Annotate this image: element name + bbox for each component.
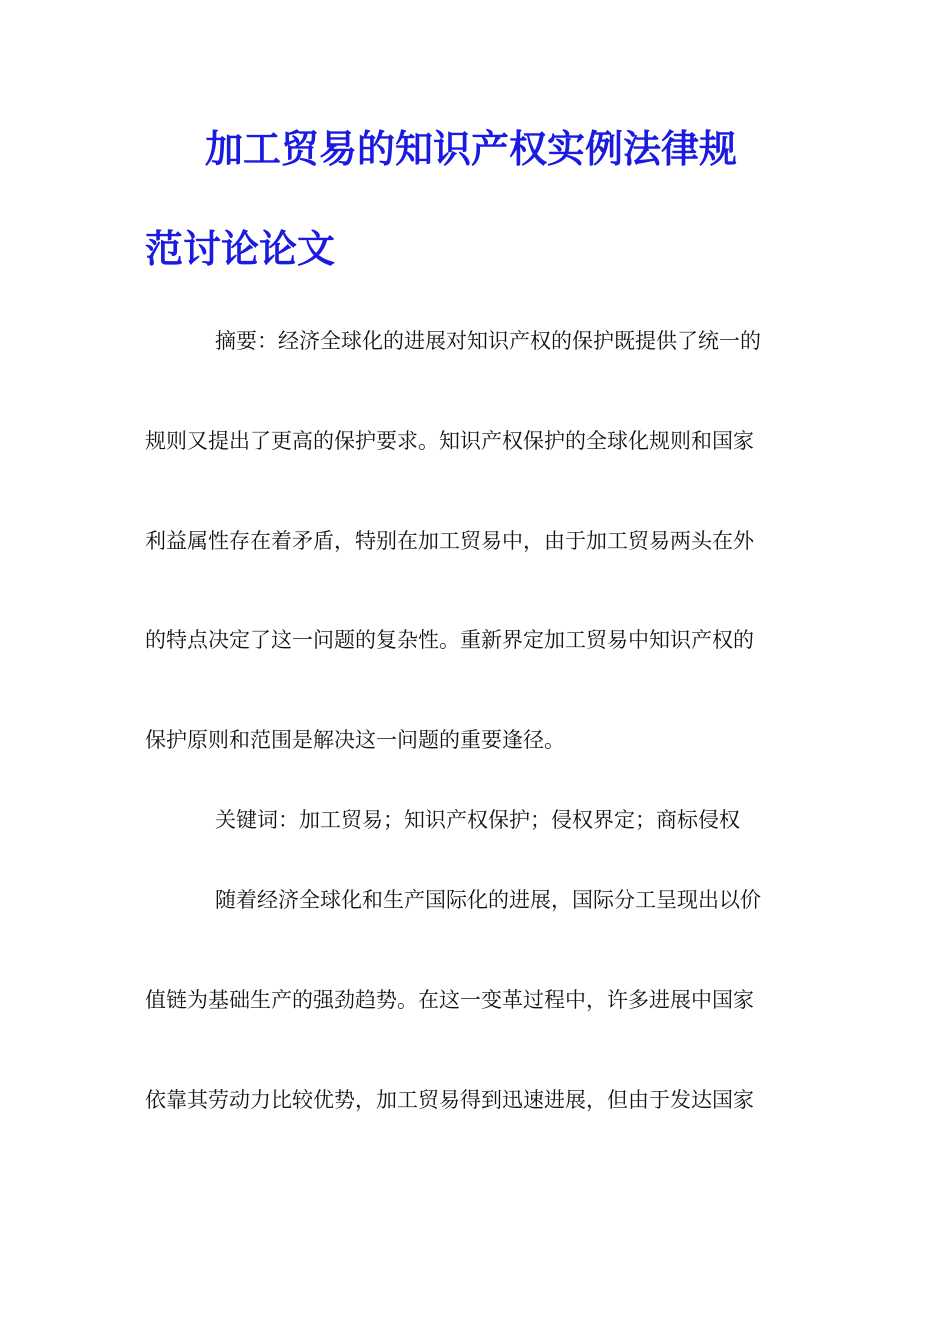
body-line-2: 值链为基础生产的强劲趋势。在这一变革过程中，许多进展中国家 [145, 988, 754, 1012]
keywords-line: 关键词：加工贸易；知识产权保护；侵权界定；商标侵权 [215, 808, 740, 832]
abstract-line-4: 的特点决定了这一问题的复杂性。重新界定加工贸易中知识产权的 [145, 628, 754, 652]
abstract-line-3: 利益属性存在着矛盾，特别在加工贸易中，由于加工贸易两头在外 [145, 529, 754, 553]
abstract-line-5: 保护原则和范围是解决这一问题的重要逢径。 [145, 728, 565, 752]
document-title-line-1: 加工贸易的知识产权实例法律规 [205, 126, 738, 171]
body-line-1: 随着经济全球化和生产国际化的进展，国际分工呈现出以价 [215, 888, 761, 912]
abstract-line-1: 摘要：经济全球化的进展对知识产权的保护既提供了统一的 [215, 329, 761, 353]
document-title-line-2: 范讨论论文 [145, 226, 336, 271]
body-line-3: 依靠其劳动力比较优势，加工贸易得到迅速进展，但由于发达国家 [145, 1088, 754, 1112]
abstract-line-2: 规则又提出了更高的保护要求。知识产权保护的全球化规则和国家 [145, 429, 754, 453]
